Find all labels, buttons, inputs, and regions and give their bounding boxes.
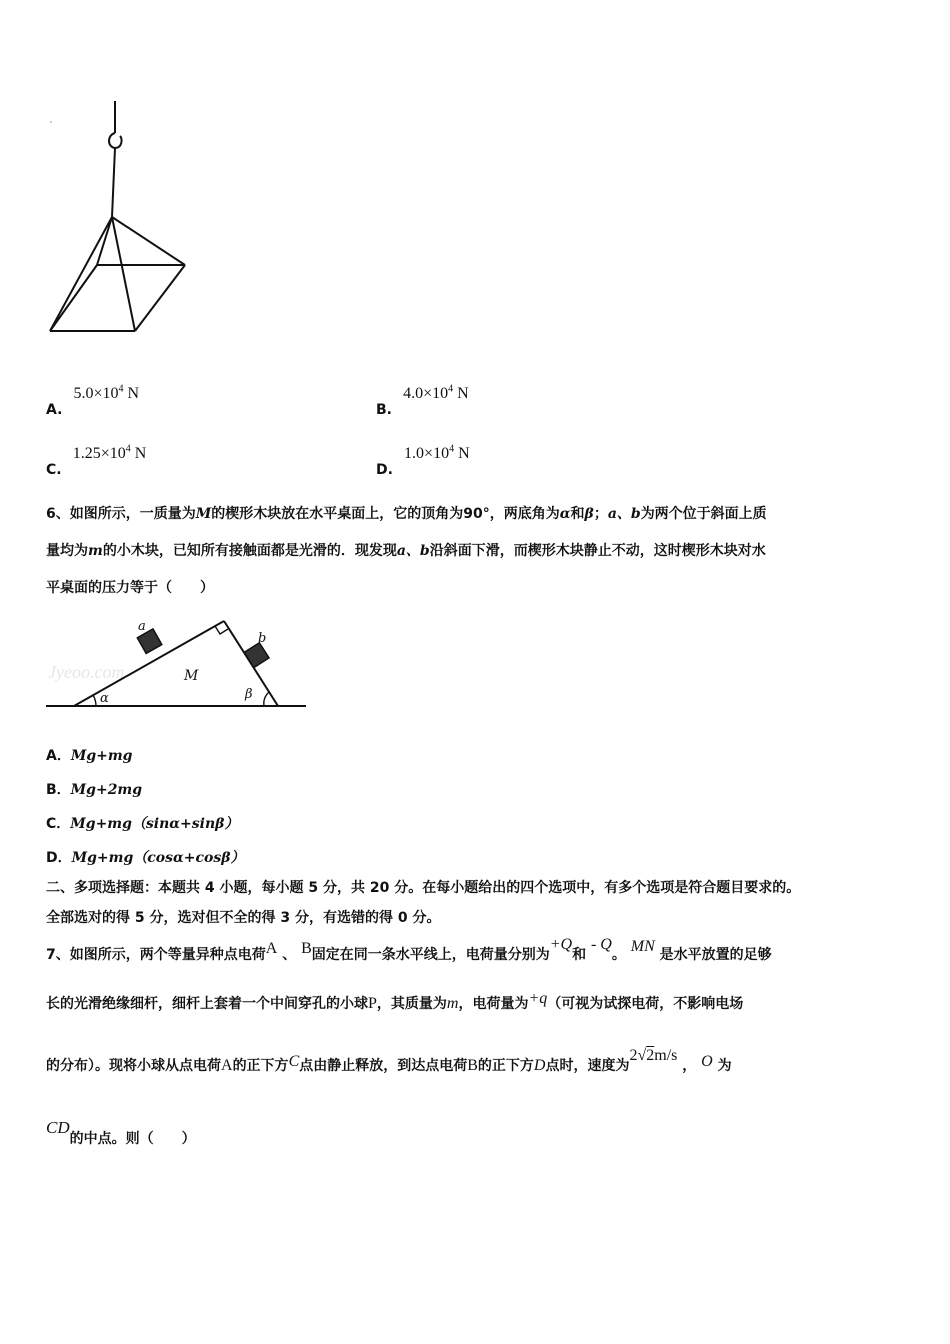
- label-M: M: [184, 668, 199, 684]
- q6-option-a[interactable]: A．Mg+mg: [46, 748, 133, 764]
- q6-option-b[interactable]: B．Mg+2mg: [46, 782, 143, 798]
- speed-value: 2√2m/s: [629, 1047, 678, 1064]
- alpha-arc: [93, 695, 96, 706]
- hook-curve: [109, 133, 122, 148]
- q6-option-c[interactable]: C．Mg+mg（sinα+sinβ）: [46, 816, 239, 832]
- q5-option-b[interactable]: B. $4.0\times 10^4$ N: [376, 383, 469, 418]
- q5-figure: [40, 95, 200, 345]
- hanging-rope: [112, 148, 115, 217]
- beta-arc: [264, 692, 269, 706]
- label-a: a: [138, 619, 146, 634]
- label-beta: β: [245, 687, 253, 702]
- q5-option-c[interactable]: C. $1.25\times 10^4$ N: [46, 443, 147, 478]
- q5-option-a[interactable]: A. $5.0\times 10^4$ N: [46, 383, 140, 418]
- q6-stem-line-2: 量均为m的小木块，已知所有接触面都是光滑的．现发现a、b沿斜面下滑，而楔形木块静止不动，这时楔形木块对水: [46, 543, 766, 559]
- section2-header-line-2: 全部选对的得 5 分，选对但不全的得 3 分，有选错的得 0 分。: [46, 910, 441, 926]
- q5-option-d[interactable]: D. $1.0\times 10^4$ N: [376, 443, 470, 478]
- q7-stem-line-3: 的分布）。现将小球从点电荷A的正下方C点由静止释放，到达点电荷B的正下方D点时，速度为2√2m/s ， O 为: [46, 1047, 732, 1074]
- label-alpha: α: [100, 691, 109, 706]
- q7-stem-line-4: CD的中点。则（ ）: [46, 1118, 196, 1147]
- block-b: [244, 643, 269, 668]
- q7-stem-line-2: 长的光滑绝缘细杆，细杆上套着一个中间穿孔的小球P，其质量为m，电荷量为+q（可视为试探电荷，不影响电场: [46, 990, 744, 1012]
- q6-stem-line-1: 6、如图所示，一质量为M的楔形木块放在水平桌面上，它的顶角为90°，两底角为α和β；a、b为两个位于斜面上质: [46, 506, 767, 522]
- right-angle-mark: [215, 626, 228, 634]
- q7-stem-line-1: 7、如图所示，两个等量异种点电荷A 、 B固定在同一条水平线上，电荷量分别为+Q和 - Q。 MN 是水平放置的足够: [46, 936, 772, 963]
- q6-stem-line-3: 平桌面的压力等于（ ）: [46, 580, 214, 596]
- watermark: Jyeoo.com: [48, 662, 125, 682]
- section2-header-line-1: 二、多项选择题：本题共 4 小题，每小题 5 分，共 20 分。在每小题给出的四个选项中，有多个选项是符合题目要求的。: [46, 880, 801, 896]
- q6-option-d[interactable]: D．Mg+mg（cosα+cosβ）: [46, 850, 245, 866]
- label-b: b: [258, 631, 267, 646]
- q6-wedge-figure: [44, 612, 308, 716]
